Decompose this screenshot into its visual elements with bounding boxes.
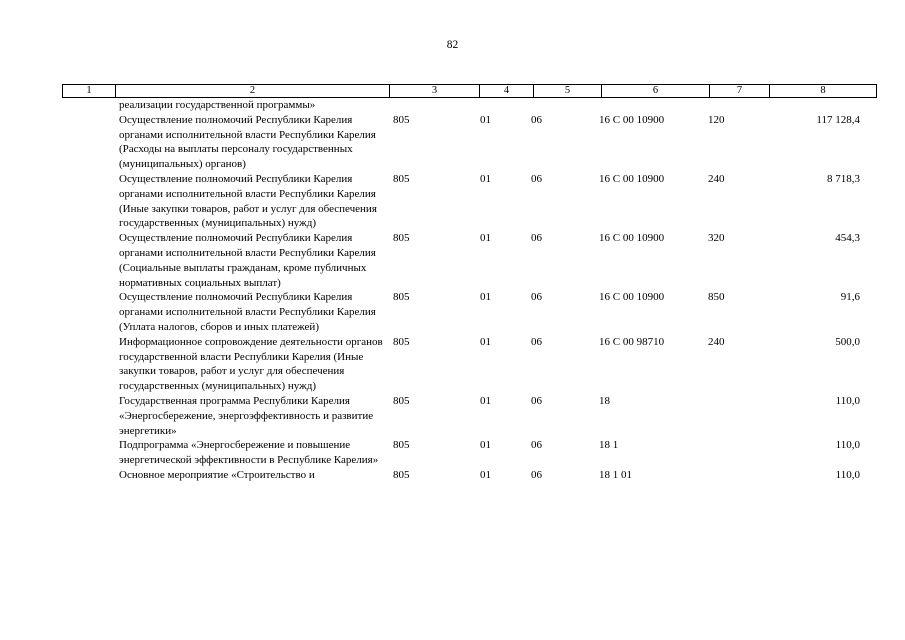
row-expense-type: 240 — [708, 172, 725, 185]
row-name: реализации государственной программы» — [119, 99, 316, 111]
column-header-4: 4 — [480, 85, 534, 98]
column-header-1: 1 — [63, 85, 116, 98]
row-expense-type — [701, 98, 761, 113]
row-amount: 454,3 — [835, 232, 860, 245]
table-row — [62, 172, 876, 231]
row-admin-code: 805 — [393, 468, 410, 481]
row-amount: 8 718,3 — [827, 172, 860, 185]
row-subsection: 06 — [531, 394, 542, 407]
column-header-2: 2 — [116, 85, 390, 98]
row-admin-code: 805 — [393, 394, 410, 407]
row-expense-type: 850 — [708, 291, 725, 304]
row-section: 01 — [480, 172, 491, 185]
row-section: 01 — [480, 439, 491, 452]
row-subsection — [525, 98, 593, 113]
row-amount: 117 128,4 — [816, 113, 860, 126]
row-admin-code: 805 — [393, 439, 410, 452]
budget-table — [62, 98, 876, 483]
row-amount — [761, 98, 876, 113]
row-target-article: 18 — [599, 394, 610, 407]
row-admin-code: 805 — [393, 291, 410, 304]
row-subsection: 06 — [531, 335, 542, 348]
row-admin-code — [385, 98, 471, 113]
row-amount: 500,0 — [835, 335, 860, 348]
column-header-table — [62, 84, 877, 98]
row-section — [471, 98, 525, 113]
row-subsection: 06 — [531, 232, 542, 245]
row-target-article: 18 1 01 — [599, 468, 632, 481]
table-row — [62, 231, 876, 290]
row-target-article: 18 1 — [599, 439, 619, 452]
table-row — [62, 98, 876, 113]
table-row — [62, 113, 876, 172]
row-target-article: 16 С 00 98710 — [599, 335, 665, 348]
row-expense-type — [701, 394, 761, 438]
row-admin-code: 805 — [393, 335, 410, 348]
row-admin-code: 805 — [393, 113, 410, 126]
row-target-article — [593, 98, 701, 113]
row-expense-type: 240 — [708, 335, 725, 348]
row-name: Осуществление полномочий Республики Карелия органами исполнительной власти Республики Карелия (Социальные выплаты гражданам, кроме публичных нормативных социальных выплат) — [119, 232, 376, 289]
column-header-8: 8 — [770, 85, 877, 98]
column-header-6: 6 — [602, 85, 710, 98]
row-target-article: 16 С 00 10900 — [599, 172, 665, 185]
row-name: Подпрограмма «Энергосбережение и повышение энергетической эффективности в Республике Карелия» — [119, 439, 379, 467]
row-section: 01 — [480, 394, 491, 407]
row-name: Информационное сопровождение деятельности органов государственной власти Республики Карелия (Иные закупки товаров, работ и услуг для обеспечения государственных (муниципальных) нужд) — [119, 335, 383, 393]
row-admin-code: 805 — [393, 172, 410, 185]
row-section: 01 — [480, 468, 491, 481]
row-amount: 110,0 — [835, 394, 860, 407]
row-expense-type: 120 — [708, 113, 725, 126]
table-row — [62, 290, 876, 334]
row-amount: 91,6 — [840, 291, 860, 304]
row-subsection: 06 — [531, 113, 542, 126]
row-amount: 110,0 — [835, 439, 860, 452]
row-section: 01 — [480, 335, 491, 348]
table-body — [62, 98, 876, 483]
row-subsection: 06 — [531, 291, 542, 304]
table-row — [62, 394, 876, 438]
table-row — [62, 468, 876, 483]
row-expense-type: 320 — [708, 232, 725, 245]
row-target-article: 16 С 00 10900 — [599, 232, 665, 245]
row-subsection: 06 — [531, 468, 542, 481]
column-header-row — [63, 85, 877, 98]
column-header-3: 3 — [390, 85, 480, 98]
row-amount: 110,0 — [835, 468, 860, 481]
column-header-5: 5 — [534, 85, 602, 98]
row-name: Основное мероприятие «Строительство и — [119, 468, 315, 481]
row-target-article: 16 С 00 10900 — [599, 291, 665, 304]
row-expense-type — [701, 438, 761, 468]
row-subsection: 06 — [531, 439, 542, 452]
row-expense-type — [701, 468, 761, 483]
row-target-article: 16 С 00 10900 — [599, 113, 665, 126]
row-subsection: 06 — [531, 172, 542, 185]
row-section: 01 — [480, 232, 491, 245]
row-admin-code: 805 — [393, 232, 410, 245]
column-header-7: 7 — [710, 85, 770, 98]
row-name: Осуществление полномочий Республики Карелия органами исполнительной власти Республики Карелия (Расходы на выплаты персоналу государственных (муниципальных) органов) — [119, 113, 376, 171]
row-name: Осуществление полномочий Республики Карелия органами исполнительной власти Республики Карелия (Иные закупки товаров, работ и услуг для обеспечения государственных (муниципальных) нужд) — [119, 172, 377, 230]
table-row — [62, 438, 876, 468]
row-name: Государственная программа Республики Карелия «Энергосбережение, энергоэффективность и развитие энергетики» — [119, 394, 374, 437]
page-number: 82 — [446, 39, 459, 51]
row-section: 01 — [480, 113, 491, 126]
row-section: 01 — [480, 291, 491, 304]
table-row — [62, 335, 876, 394]
row-name: Осуществление полномочий Республики Карелия органами исполнительной власти Республики Карелия (Уплата налогов, сборов и иных платежей) — [119, 291, 376, 333]
